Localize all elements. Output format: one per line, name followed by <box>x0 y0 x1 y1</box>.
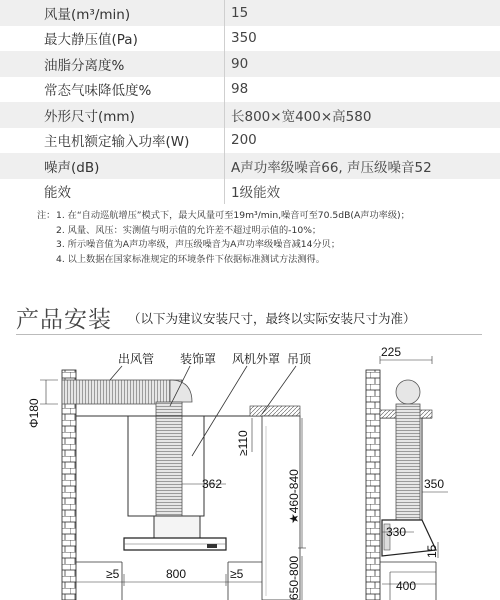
note-text: 4. 以上数据在国家标准规定的环境条件下依据标准测试方法测得。 <box>56 253 325 265</box>
column-divider <box>224 0 225 204</box>
label-fan-cover: 风机外罩 <box>232 352 281 366</box>
note-text: 3. 所示噪音值为A声功率级，声压级噪音为A声功率级噪音减14分贝； <box>56 239 341 251</box>
dim-330: 330 <box>386 525 407 539</box>
spec-row <box>0 77 500 103</box>
dim-362: 362 <box>202 477 223 491</box>
note-text: 2. 风量、风压：实测值与明示值的允许差不超过明示值的-10%； <box>56 224 322 236</box>
note-line <box>37 238 410 253</box>
side-view <box>366 345 448 600</box>
dim-phi180: Φ180 <box>27 398 41 428</box>
dim-650-800: 650-800 <box>287 555 301 600</box>
dim-15: 15 <box>425 544 439 558</box>
spec-row <box>0 179 500 205</box>
note-text: 1. 在“自动巡航增压”模式下，最大风量可至19m³/min,噪音可至70.5dB(A声功率级)； <box>56 210 410 221</box>
dim-800: 800 <box>166 567 187 581</box>
spec-value: 350 <box>231 30 257 47</box>
dim-5-left: ≥5 <box>106 567 120 581</box>
label-ceiling: 吊顶 <box>287 352 312 366</box>
dim-460-840: ★460-840 <box>287 469 301 524</box>
note-line <box>37 224 410 239</box>
spec-label: 能效 <box>44 185 71 202</box>
spec-notes <box>37 209 410 267</box>
spec-label: 油脂分离度% <box>44 57 125 74</box>
note-prefix: 注： <box>37 210 56 221</box>
spec-row <box>0 0 500 26</box>
section-rule <box>16 334 482 335</box>
spec-row <box>0 153 500 179</box>
section-subtitle: （以下为建议安装尺寸，最终以实际安装尺寸为准） <box>128 311 416 326</box>
installation-drawing <box>0 336 500 600</box>
side-duct-vertical <box>396 404 420 524</box>
outlet-duct-vertical <box>156 402 182 520</box>
dim-350: 350 <box>424 477 445 491</box>
note-line <box>37 209 410 224</box>
spec-value: 长800×宽400×高580 <box>231 108 372 125</box>
side-brick-wall <box>366 370 380 600</box>
spec-value: A声功率级噪音66, 声压级噪音52 <box>231 159 432 176</box>
spec-value: 15 <box>231 4 249 21</box>
front-view <box>27 351 312 600</box>
dim-400: 400 <box>396 579 417 593</box>
brick-wall <box>62 370 76 600</box>
spec-value: 98 <box>231 81 249 98</box>
spec-row <box>0 51 500 77</box>
dim-110: ≥110 <box>236 430 250 456</box>
outlet-duct-horizontal <box>62 380 182 404</box>
ceiling-slab <box>250 406 300 416</box>
spec-row <box>0 128 500 154</box>
spec-label: 噪声(dB) <box>44 159 100 176</box>
spec-label: 主电机额定输入功率(W) <box>44 134 190 151</box>
spec-label: 常态气味降低度% <box>44 83 152 100</box>
duct-elbow <box>168 380 192 404</box>
spec-value: 200 <box>231 132 257 149</box>
note-line <box>37 253 410 268</box>
spec-value: 90 <box>231 55 249 72</box>
label-decorative-cover: 装饰罩 <box>180 352 217 366</box>
spec-row <box>0 102 500 128</box>
dim-225: 225 <box>381 345 402 359</box>
duct-section <box>396 380 420 404</box>
spec-row <box>0 26 500 52</box>
spec-table <box>0 0 500 204</box>
label-outlet-duct: 出风管 <box>118 352 155 366</box>
dim-5-right: ≥5 <box>230 567 244 581</box>
spec-label: 外形尺寸(mm) <box>44 108 135 125</box>
spec-value: 1级能效 <box>231 185 281 202</box>
section-title: 产品安装 <box>16 307 112 333</box>
fan-cover <box>154 516 200 538</box>
spec-label: 最大静压值(Pa) <box>44 32 138 49</box>
spec-label: 风量(m³/min) <box>44 6 131 23</box>
